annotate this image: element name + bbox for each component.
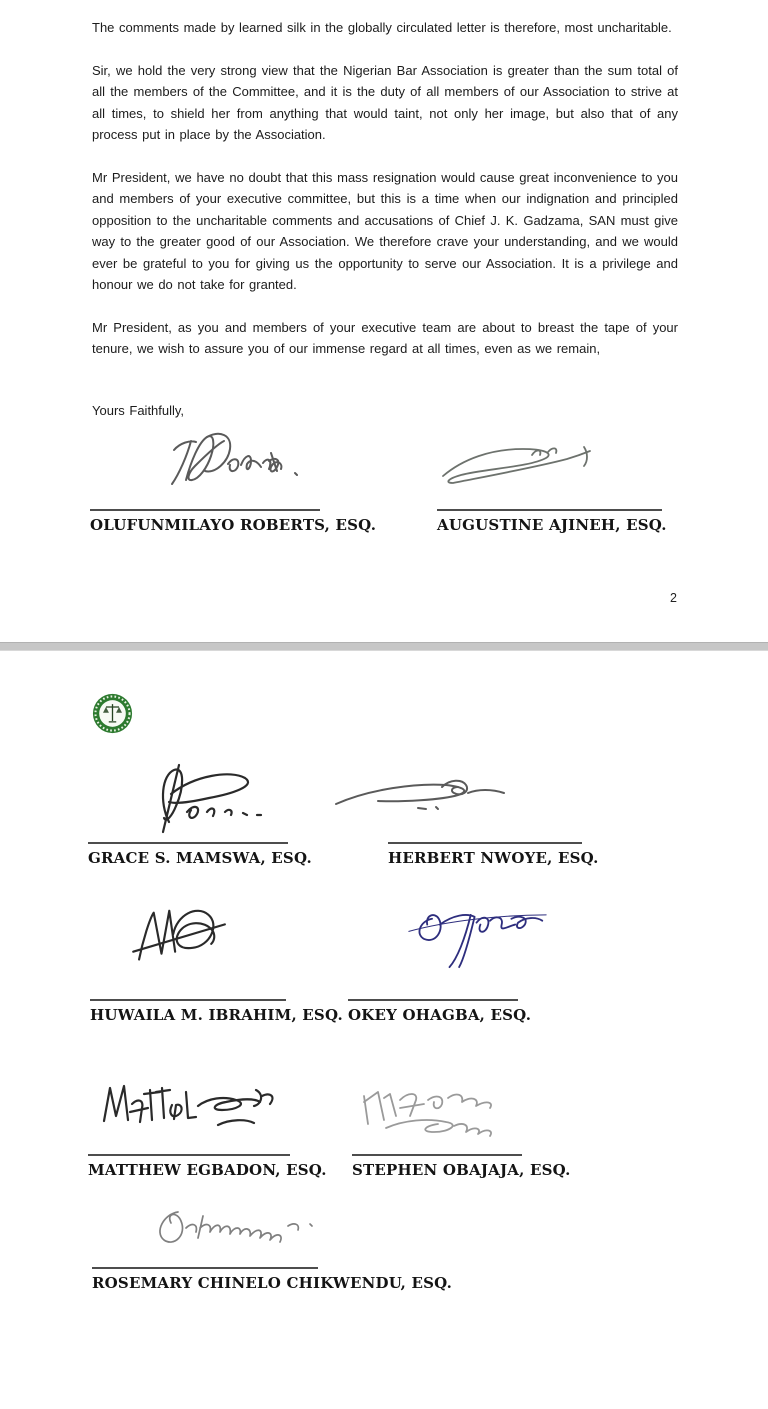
paragraph-association-greater: Sir, we hold the very strong view that the Nigerian Bar Association is greater than the sum total of all the members of the Committee, and it is the duty of all members of our Association to strive at all times, to shield her from anything that would taint, not only her image, but also that of any process put in place by the Association. [92,62,678,142]
signature-olufunmilayo-roberts-icon [160,428,305,492]
signature-herbert-nwoye-icon [330,776,510,818]
signature-matthew-egbadon-icon [98,1075,278,1133]
signatory-block-huwaila-ibrahim [90,999,343,1024]
signatory-name: GRACE S. MAMSWA, ESQ. [88,849,312,867]
signatory-block-stephen-obajaja [352,1154,571,1179]
signatory-name: OKEY OHAGBA, ESQ. [348,1006,532,1024]
signatory-block-herbert-nwoye [388,842,599,867]
closing-salutation: Yours Faithfully, [92,402,185,418]
signatory-name: AUGUSTINE AJINEH, ESQ. [437,516,667,534]
signatory-block-matthew-egbadon [88,1154,327,1179]
signature-stephen-obajaja-icon [350,1080,535,1142]
page-separator [0,642,768,651]
paragraph-comments: The comments made by learned silk in the globally circulated letter is therefore, most uncharitable. [92,20,672,35]
signatory-name: STEPHEN OBAJAJA, ESQ. [352,1161,571,1179]
signatory-block-augustine-ajineh [437,509,667,534]
signature-okey-ohagba-icon [405,902,550,980]
signatory-name: ROSEMARY CHINELO CHIKWENDU, ESQ. [92,1274,453,1292]
signatory-name: OLUFUNMILAYO ROBERTS, ESQ. [90,516,377,534]
signature-huwaila-ibrahim-icon [128,901,233,979]
signature-grace-mamswa-icon [133,760,293,835]
paragraph-mass-resignation: Mr President, we have no doubt that this mass resignation would cause great inconvenience to you and members of your executive committee, but this is a time when our indignation and principled opposition to the uncharitable comments and accusations of Chief J. K. Gadzama, SAN must give way to the greater good of our Association. We therefore crave your understanding, and we would ever be grateful to you for giving us the opportunity to serve our Association. It is a privilege and honour we do not take for granted. [92,169,678,292]
signatory-block-grace-mamswa [88,842,312,867]
nba-seal-logo [92,693,133,734]
page-number: 2 [670,591,677,605]
signatory-name: HERBERT NWOYE, ESQ. [388,849,599,867]
signatory-block-okey-ohagba [348,999,532,1024]
signatory-name: HUWAILA M. IBRAHIM, ESQ. [90,1006,343,1024]
paragraph-breast-the-tape: Mr President, as you and members of your executive team are about to breast the tape of your tenure, we wish to assure you of our immense regard at all times, even as we remain, [92,319,678,356]
signature-rosemary-chikwendu-icon [146,1202,336,1254]
page2-letter-body [92,17,678,442]
signatory-name: MATTHEW EGBADON, ESQ. [88,1161,327,1179]
signatory-block-rosemary-chikwendu [92,1267,453,1292]
signature-augustine-ajineh-icon [435,440,600,490]
signatory-block-olufunmilayo-roberts [90,509,377,534]
